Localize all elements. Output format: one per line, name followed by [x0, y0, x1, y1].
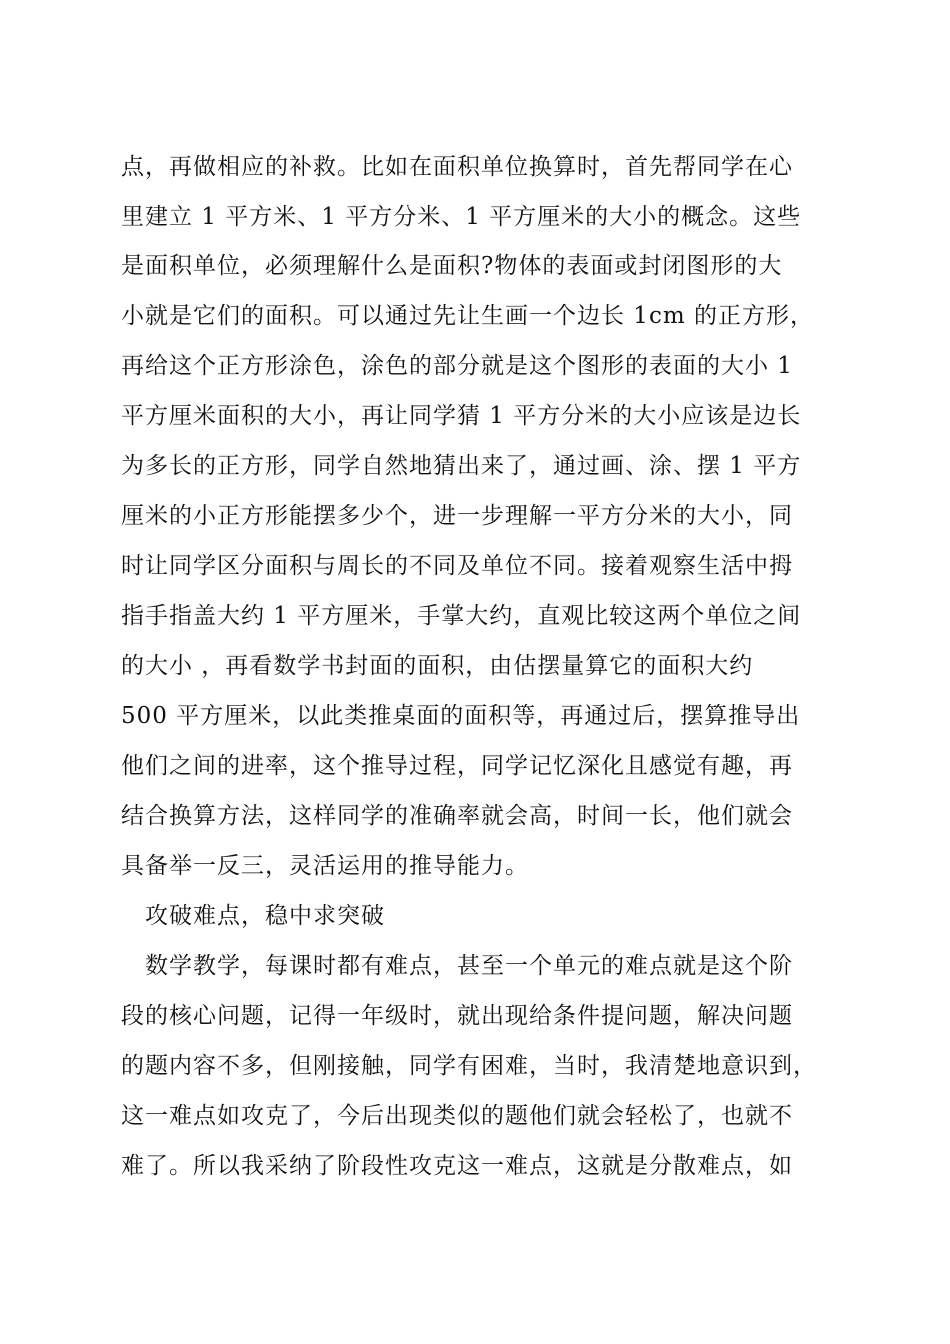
text-line: 500 平方厘米，以此类推桌面的面积等，再通过后，摆算推导出 — [121, 703, 801, 729]
text-line: 为多长的正方形，同学自然地猜出来了，通过画、涂、摆 1 平方 — [121, 453, 802, 479]
text-line: 是面积单位，必须理解什么是面积?物体的表面或封闭图形的大 — [121, 253, 783, 279]
text-line: 的题内容不多，但刚接触，同学有困难，当时，我清楚地意识到， — [121, 1053, 817, 1079]
text-line: 结合换算方法，这样同学的准确率就会高，时间一长，他们就会 — [121, 803, 793, 829]
text-line: 他们之间的进率，这个推导过程，同学记忆深化且感觉有趣，再 — [121, 753, 793, 779]
text-line: 这一难点如攻克了，今后出现类似的题他们就会轻松了，也就不 — [121, 1103, 793, 1129]
text-line: 再给这个正方形涂色，涂色的部分就是这个图形的表面的大小 1 — [121, 353, 793, 379]
text-line: 点，再做相应的补救。比如在面积单位换算时，首先帮同学在心 — [121, 154, 793, 180]
text-line: 的大小 ，再看数学书封面的面积，由估摆量算它的面积大约 — [121, 653, 754, 679]
text-line: 难了。所以我采纳了阶段性攻克这一难点，这就是分散难点，如 — [121, 1153, 793, 1179]
text-line: 小就是它们的面积。可以通过先让生画一个边长 1cm 的正方形， — [121, 303, 814, 329]
text-line: 具备举一反三，灵活运用的推导能力。 — [121, 853, 529, 879]
text-line: 厘米的小正方形能摆多少个，进一步理解一平方分米的大小，同 — [121, 503, 793, 529]
paragraph-first-line: 数学教学，每课时都有难点，甚至一个单元的难点就是这个阶 — [121, 953, 793, 979]
text-line: 指手指盖大约 1 平方厘米，手掌大约，直观比较这两个单位之间 — [121, 603, 802, 629]
text-line: 里建立 1 平方米、1 平方分米、1 平方厘米的大小的概念。这些 — [121, 204, 802, 230]
section-heading: 攻破难点，稳中求突破 — [121, 903, 385, 929]
text-line: 段的核心问题，记得一年级时，就出现给条件提问题，解决问题 — [121, 1003, 793, 1029]
text-line: 平方厘米面积的大小，再让同学猜 1 平方分米的大小应该是边长 — [121, 403, 802, 429]
text-line: 时让同学区分面积与周长的不同及单位不同。接着观察生活中拇 — [121, 553, 793, 579]
